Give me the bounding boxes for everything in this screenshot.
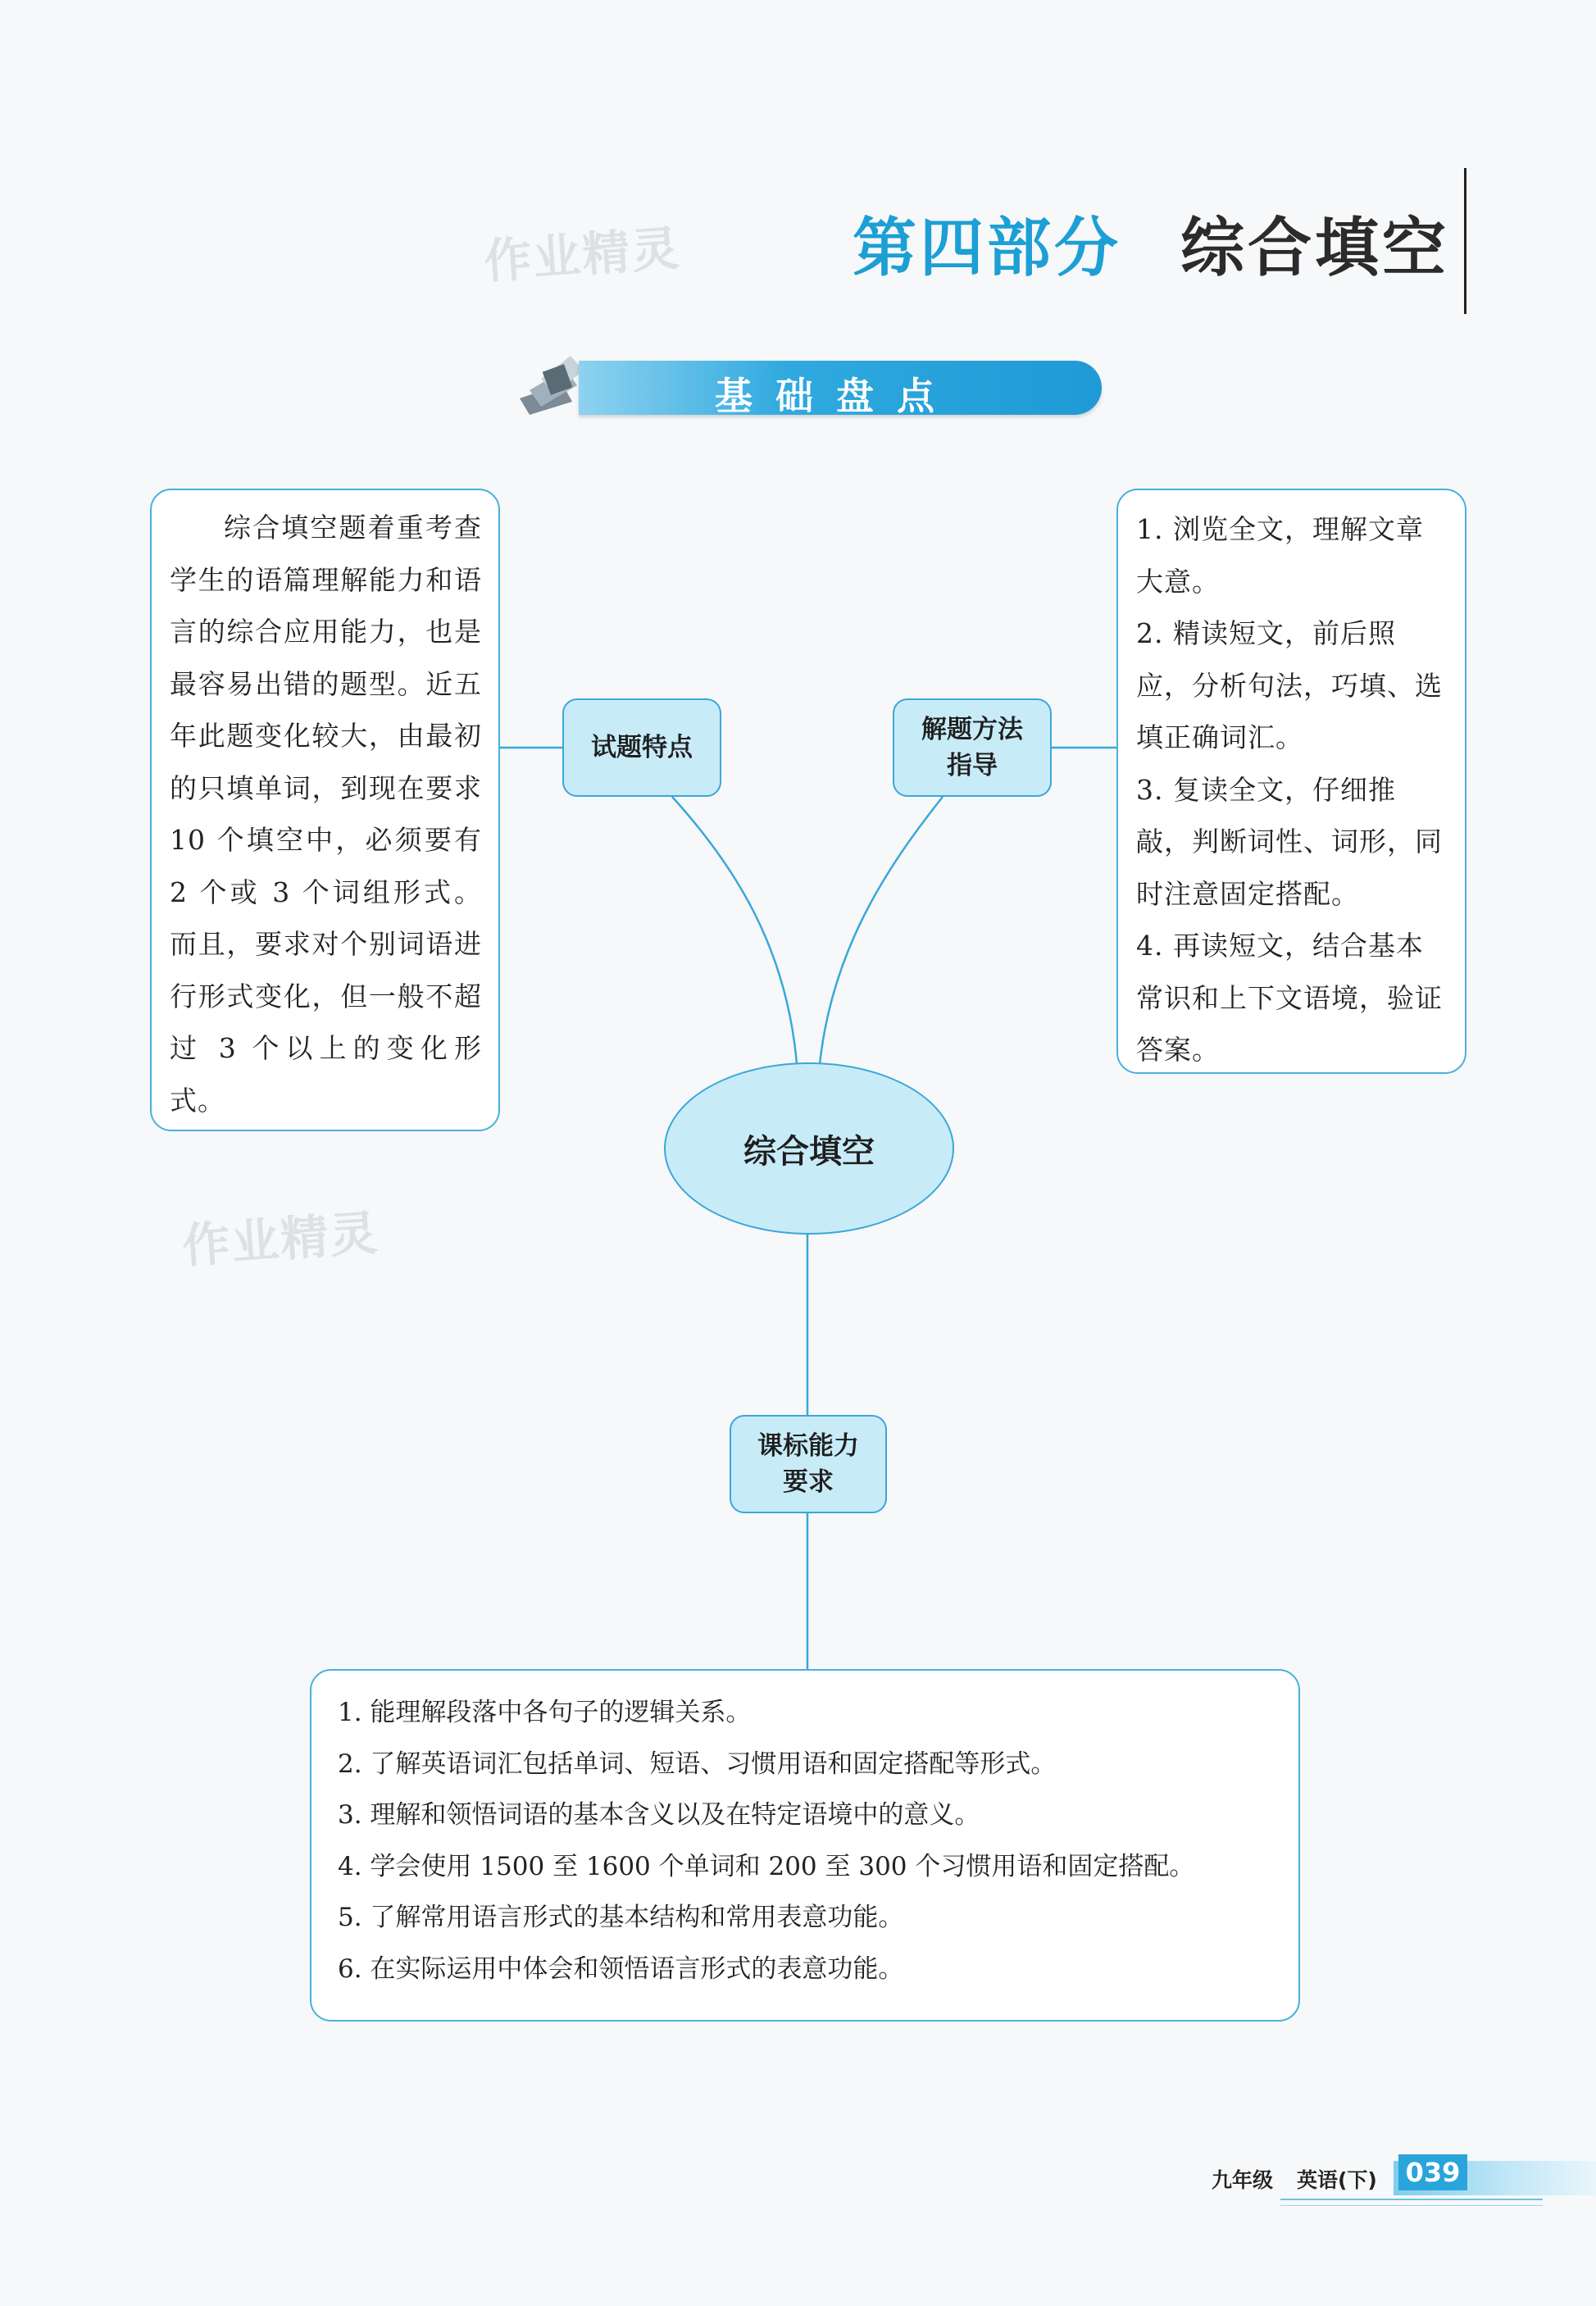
standards-node: [730, 1415, 887, 1513]
footer-rule: [1280, 2205, 1543, 2206]
footer-rule: [1280, 2199, 1543, 2200]
footer-grade: 九年级: [1212, 2168, 1274, 2192]
methods-node-line2: 指导: [947, 751, 998, 780]
footer-subject: 英语(下): [1297, 2168, 1377, 2192]
standard-item: 5. 了解常用语言形式的基本结构和常用表意功能。: [338, 1903, 904, 1933]
methods-box: [1116, 489, 1466, 1074]
page-number: 039: [1398, 2154, 1467, 2190]
standards-box: [310, 1669, 1300, 2022]
method-item: 3. 复读全文，仔细推敲，判断词性、词形，同时注意固定搭配。: [1136, 773, 1443, 910]
method-item: 4. 再读短文，结合基本常识和上下文语境，验证答案。: [1136, 930, 1443, 1066]
features-text: 综合填空题着重考查学生的语篇理解能力和语言的综合应用能力，也是最容易出错的题型。近五年此题变化较大，由最初的只填单词，到现在要求 10 个填空中，必须要有 2 个或 3 个词组形式。而且，要求对个别词语进行形式变化，但一般不超过 3 个以上的变化形式。: [170, 512, 482, 1117]
methods-node-line1: 解题方法: [921, 715, 1023, 744]
standard-item: 1. 能理解段落中各句子的逻辑关系。: [338, 1698, 752, 1727]
section-title: 综合填空: [1180, 211, 1450, 285]
standard-item: 3. 理解和领悟词语的基本含义以及在特定语境中的意义。: [338, 1800, 980, 1831]
features-node: 试题特点: [562, 698, 721, 797]
standard-item: 6. 在实际运用中体会和领悟语言形式的表意功能。: [338, 1954, 904, 1984]
methods-node: [893, 698, 1052, 797]
standards-node-line1: 课标能力: [757, 1431, 859, 1461]
watermark: 作业精灵: [482, 220, 683, 290]
standard-item: 2. 了解英语词汇包括单词、短语、习惯用语和固定搭配等形式。: [338, 1749, 1057, 1779]
banner-title: 基础盘点: [715, 374, 957, 418]
standard-item: 4. 学会使用 1500 至 1600 个单词和 200 至 300 个习惯用语和固定搭配。: [338, 1851, 1195, 1881]
standards-node-line2: 要求: [783, 1467, 834, 1497]
part-title: 第四部分: [853, 211, 1122, 285]
center-node: 综合填空: [664, 1062, 954, 1235]
method-item: 2. 精读短文，前后照应，分析句法，巧填、选填正确词汇。: [1136, 617, 1443, 753]
features-box: [150, 489, 500, 1131]
method-item: 1. 浏览全文，理解文章大意。: [1136, 513, 1424, 598]
watermark: 作业精灵: [180, 1204, 381, 1275]
